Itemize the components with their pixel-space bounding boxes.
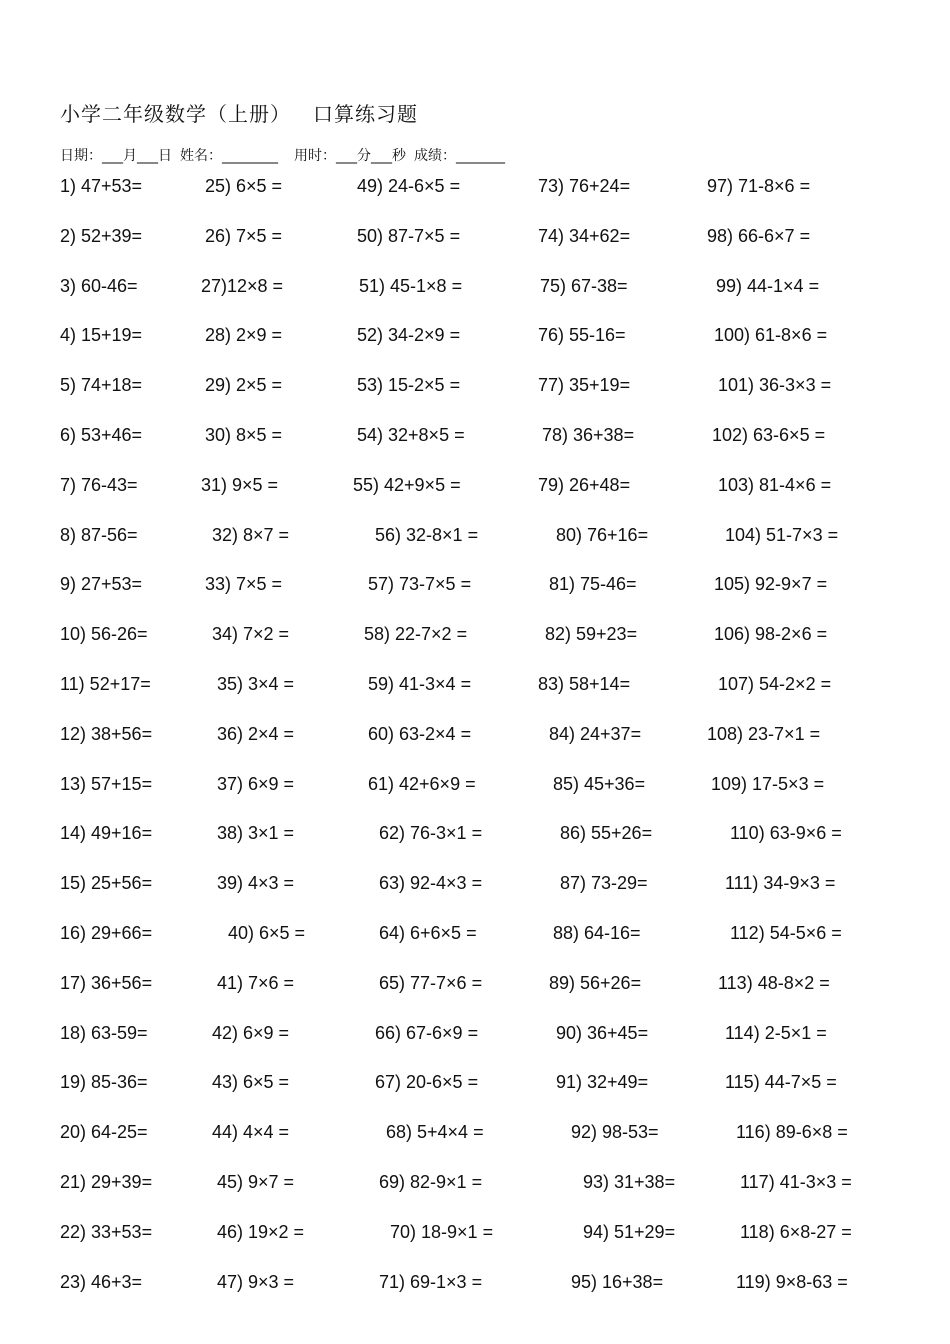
problem-item: 18) 63-59= bbox=[60, 1022, 148, 1043]
problem-item: 58) 22-7×2 = bbox=[364, 624, 468, 645]
problem-item: 38) 3×1 = bbox=[217, 823, 295, 844]
time-field: 用时：___分___秒 bbox=[294, 148, 406, 164]
problem-item: 66) 67-6×9 = bbox=[375, 1022, 479, 1043]
problem-item: 20) 64-25= bbox=[60, 1122, 148, 1143]
problem-item: 56) 32-8×1 = bbox=[375, 524, 479, 545]
problem-item: 8) 87-56= bbox=[60, 524, 138, 545]
problem-item: 59) 41-3×4 = bbox=[368, 674, 472, 694]
problem-item: 36) 2×4 = bbox=[217, 723, 295, 744]
problem-item: 69) 82-9×1 = bbox=[379, 1172, 483, 1192]
problem-item: 23) 46+3= bbox=[60, 1271, 143, 1292]
name-field: 姓名：________ bbox=[180, 148, 278, 164]
problem-item: 83) 58+14= bbox=[538, 674, 631, 694]
problem-item: 12) 38+56= bbox=[60, 723, 153, 744]
problem-item: 57) 73-7×5 = bbox=[368, 574, 472, 595]
problem-item: 85) 45+36= bbox=[553, 773, 646, 794]
problem-item: 52) 34-2×9 = bbox=[357, 325, 461, 346]
problem-item: 75) 67-38= bbox=[540, 275, 628, 296]
problem-item: 115) 44-7×5 = bbox=[725, 1072, 837, 1093]
problem-item: 13) 57+15= bbox=[60, 773, 153, 794]
problem-item: 112) 54-5×6 = bbox=[730, 923, 842, 943]
problem-item: 47) 9×3 = bbox=[217, 1271, 295, 1292]
problem-item: 15) 25+56= bbox=[60, 873, 153, 894]
problem-item: 5) 74+18= bbox=[60, 375, 143, 396]
problem-item: 54) 32+8×5 = bbox=[357, 425, 465, 445]
problem-item: 97) 71-8×6 = bbox=[707, 176, 811, 196]
problem-item: 45) 9×7 = bbox=[217, 1172, 295, 1192]
problem-item: 74) 34+62= bbox=[538, 225, 631, 246]
problem-item: 110) 63-9×6 = bbox=[730, 823, 842, 844]
problem-item: 78) 36+38= bbox=[542, 425, 635, 445]
problem-item: 27)12×8 = bbox=[201, 275, 284, 296]
problem-item: 40) 6×5 = bbox=[228, 923, 306, 943]
problem-item: 53) 15-2×5 = bbox=[357, 375, 461, 396]
problem-item: 49) 24-6×5 = bbox=[357, 176, 461, 196]
problem-item: 117) 41-3×3 = bbox=[740, 1172, 852, 1192]
problem-item: 50) 87-7×5 = bbox=[357, 225, 461, 246]
problem-item: 103) 81-4×6 = bbox=[718, 474, 832, 495]
problem-item: 113) 48-8×2 = bbox=[718, 972, 830, 993]
problem-item: 73) 76+24= bbox=[538, 176, 631, 196]
problem-item: 30) 8×5 = bbox=[205, 425, 283, 445]
problem-item: 61) 42+6×9 = bbox=[368, 773, 476, 794]
problem-item: 116) 89-6×8 = bbox=[736, 1122, 848, 1143]
problem-item: 63) 92-4×3 = bbox=[379, 873, 483, 894]
problem-item: 91) 32+49= bbox=[556, 1072, 649, 1093]
problem-item: 29) 2×5 = bbox=[205, 375, 283, 396]
problem-item: 39) 4×3 = bbox=[217, 873, 295, 894]
student-info-line bbox=[60, 145, 505, 165]
problem-item: 9) 27+53= bbox=[60, 574, 143, 595]
problem-item: 106) 98-2×6 = bbox=[714, 624, 828, 645]
problem-item: 104) 51-7×3 = bbox=[725, 524, 839, 545]
date-field: 日期：___月___日 bbox=[60, 148, 172, 164]
problem-item: 6) 53+46= bbox=[60, 425, 143, 445]
problem-item: 14) 49+16= bbox=[60, 823, 153, 844]
title-main: 小学二年级数学（上册） bbox=[60, 102, 291, 126]
problem-item: 25) 6×5 = bbox=[205, 176, 283, 196]
problem-item: 118) 6×8-27 = bbox=[740, 1221, 852, 1242]
problem-item: 71) 69-1×3 = bbox=[379, 1271, 483, 1292]
problem-item: 46) 19×2 = bbox=[217, 1221, 305, 1242]
problem-item: 7) 76-43= bbox=[60, 474, 138, 495]
problem-item: 33) 7×5 = bbox=[205, 574, 283, 595]
problem-item: 31) 9×5 = bbox=[201, 474, 279, 495]
problem-item: 94) 51+29= bbox=[583, 1221, 676, 1242]
problem-item: 55) 42+9×5 = bbox=[353, 474, 461, 495]
problem-item: 99) 44-1×4 = bbox=[716, 275, 820, 296]
problem-item: 32) 8×7 = bbox=[212, 524, 290, 545]
problem-item: 92) 98-53= bbox=[571, 1122, 659, 1143]
problem-item: 102) 63-6×5 = bbox=[712, 425, 826, 445]
problem-item: 4) 15+19= bbox=[60, 325, 143, 346]
problem-item: 21) 29+39= bbox=[60, 1172, 153, 1192]
problem-item: 3) 60-46= bbox=[60, 275, 138, 296]
problem-item: 11) 52+17= bbox=[60, 674, 151, 694]
problem-item: 109) 17-5×3 = bbox=[711, 773, 825, 794]
problem-item: 28) 2×9 = bbox=[205, 325, 283, 346]
problem-item: 70) 18-9×1 = bbox=[390, 1221, 494, 1242]
problem-item: 80) 76+16= bbox=[556, 524, 649, 545]
problem-item: 37) 6×9 = bbox=[217, 773, 295, 794]
problem-item: 88) 64-16= bbox=[553, 923, 641, 943]
problem-item: 84) 24+37= bbox=[549, 723, 642, 744]
problem-item: 119) 9×8-63 = bbox=[736, 1271, 848, 1292]
problem-item: 100) 61-8×6 = bbox=[714, 325, 828, 346]
problem-item: 64) 6+6×5 = bbox=[379, 923, 477, 943]
problem-item: 19) 85-36= bbox=[60, 1072, 148, 1093]
problem-item: 10) 56-26= bbox=[60, 624, 148, 645]
problem-item: 79) 26+48= bbox=[538, 474, 631, 495]
problem-item: 34) 7×2 = bbox=[212, 624, 290, 645]
problem-item: 16) 29+66= bbox=[60, 923, 153, 943]
problem-item: 95) 16+38= bbox=[571, 1271, 664, 1292]
problem-item: 44) 4×4 = bbox=[212, 1122, 290, 1143]
title-sub: 口算练习题 bbox=[313, 102, 418, 126]
problem-item: 93) 31+38= bbox=[583, 1172, 676, 1192]
problem-item: 76) 55-16= bbox=[538, 325, 626, 346]
problem-item: 82) 59+23= bbox=[545, 624, 638, 645]
problem-item: 101) 36-3×3 = bbox=[718, 375, 832, 396]
problem-item: 26) 7×5 = bbox=[205, 225, 283, 246]
problem-item: 60) 63-2×4 = bbox=[368, 723, 472, 744]
problem-item: 108) 23-7×1 = bbox=[707, 723, 821, 744]
problem-item: 89) 56+26= bbox=[549, 972, 642, 993]
problem-item: 42) 6×9 = bbox=[212, 1022, 290, 1043]
problem-item: 105) 92-9×7 = bbox=[714, 574, 828, 595]
worksheet-title bbox=[60, 98, 418, 127]
problem-item: 65) 77-7×6 = bbox=[379, 972, 483, 993]
problem-item: 111) 34-9×3 = bbox=[725, 873, 836, 894]
problem-item: 114) 2-5×1 = bbox=[725, 1022, 827, 1043]
score-field: 成绩：_______ bbox=[414, 148, 505, 164]
problem-item: 87) 73-29= bbox=[560, 873, 648, 894]
problem-item: 98) 66-6×7 = bbox=[707, 225, 811, 246]
problem-item: 107) 54-2×2 = bbox=[718, 674, 832, 694]
problem-item: 86) 55+26= bbox=[560, 823, 653, 844]
problem-item: 1) 47+53= bbox=[60, 176, 143, 196]
problem-item: 41) 7×6 = bbox=[217, 972, 295, 993]
problem-item: 68) 5+4×4 = bbox=[386, 1122, 484, 1143]
problem-item: 81) 75-46= bbox=[549, 574, 637, 595]
problem-item: 62) 76-3×1 = bbox=[379, 823, 483, 844]
problem-item: 51) 45-1×8 = bbox=[359, 275, 463, 296]
problem-item: 2) 52+39= bbox=[60, 225, 143, 246]
problem-item: 77) 35+19= bbox=[538, 375, 631, 396]
problem-item: 67) 20-6×5 = bbox=[375, 1072, 479, 1093]
problem-item: 17) 36+56= bbox=[60, 972, 153, 993]
problem-item: 43) 6×5 = bbox=[212, 1072, 290, 1093]
problem-item: 90) 36+45= bbox=[556, 1022, 649, 1043]
problem-item: 35) 3×4 = bbox=[217, 674, 295, 694]
problem-item: 22) 33+53= bbox=[60, 1221, 153, 1242]
